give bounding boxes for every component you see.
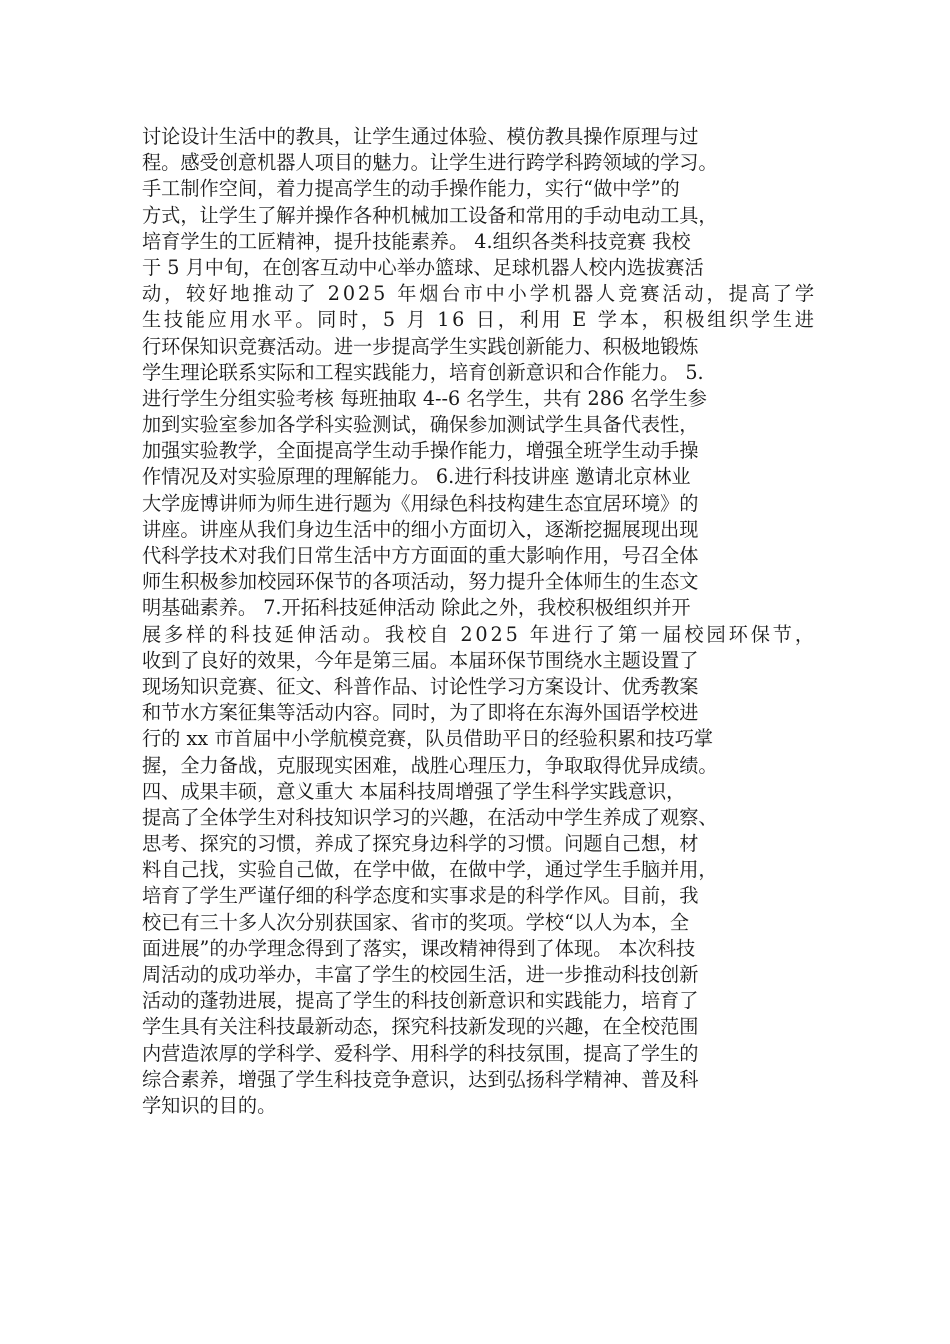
text-line: 加强实验教学，全面提高学生动手操作能力，增强全班学生动手操 <box>142 439 699 463</box>
text-line: 收到了良好的效果，今年是第三届。本届环保节围绕水主题设置了 <box>142 648 699 672</box>
text-line: 讲座。讲座从我们身边生活中的细小方面切入，逐渐挖掘展现出现 <box>142 517 699 541</box>
text-line: 代科学技术对我们日常生活中方方面面的重大影响作用，号召全体 <box>142 544 699 567</box>
text-line: 校已有三十多人次分别获国家、省市的奖项。学校“以人为本，全 <box>142 910 690 934</box>
text-line: 作情况及对实验原理的理解能力。 6.进行科技讲座 邀请北京林业 <box>142 465 691 489</box>
text-line: 展多样的科技延伸活动。我校自 2025 年进行了第一届校园环保节， <box>142 622 817 646</box>
text-line: 提高了全体学生对科技知识学习的兴趣，在活动中学生养成了观察、 <box>142 805 718 829</box>
text-line: 学知识的目的。 <box>142 1093 277 1117</box>
text-line: 加到实验室参加各学科实验测试，确保参加测试学生具备代表性， <box>142 413 699 437</box>
text-line: 行的 xx 市首届中小学航模竞赛，队员借助平日的经验积累和技巧掌 <box>142 727 714 751</box>
body-text <box>142 124 817 1119</box>
text-line: 程。感受创意机器人项目的魅力。让学生进行跨学科跨领域的学习。 <box>142 151 718 175</box>
text-line: 明基础素养。 7.开拓科技延伸活动 除此之外，我校积极组织并开 <box>142 596 691 620</box>
text-line: 四、成果丰硕，意义重大 本届科技周增强了学生科学实践意识， <box>142 779 686 803</box>
text-line: 活动的蓬勃进展，提高了学生的科技创新意识和实践能力，培育了 <box>142 989 699 1013</box>
text-line: 行环保知识竞赛活动。进一步提高学生实践创新能力、积极地锻炼 <box>142 334 699 358</box>
text-line: 握，全力备战，克服现实困难，战胜心理压力，争取取得优异成绩。 <box>142 753 718 777</box>
text-line: 面进展”的办学理念得到了落实，课改精神得到了体现。 本次科技 <box>142 936 696 960</box>
text-line: 于 5 月中旬，在创客互动中心举办篮球、足球机器人校内选拔赛活 <box>142 255 704 279</box>
text-line: 培育学生的工匠精神，提升技能素养。 4.组织各类科技竞赛 我校 <box>142 229 691 253</box>
text-line: 大学庞博讲师为师生进行题为《用绿色科技构建生态宜居环境》的 <box>142 491 699 515</box>
text-line: 内营造浓厚的学科学、爱科学、用科学的科技氛围，提高了学生的 <box>142 1041 699 1065</box>
text-line: 动，较好地推动了 2025 年烟台市中小学机器人竞赛活动，提高了学 <box>142 282 817 306</box>
text-line: 料自己找，实验自己做，在学中做，在做中学，通过学生手脑并用， <box>142 858 718 882</box>
text-line: 师生积极参加校园环保节的各项活动，努力提升全体师生的生态文 <box>142 570 699 594</box>
text-line: 周活动的成功举办，丰富了学生的校园生活，进一步推动科技创新 <box>142 963 699 986</box>
text-line: 现场知识竞赛、征文、科普作品、讨论性学习方案设计、优秀教案 <box>142 674 699 698</box>
text-line: 进行学生分组实验考核 每班抽取 4--6 名学生，共有 286 名学生参 <box>142 386 707 410</box>
text-line: 思考、探究的习惯，养成了探究身边科学的习惯。问题自己想，材 <box>142 832 699 856</box>
text-line: 方式，让学生了解并操作各种机械加工设备和常用的手动电动工具， <box>142 203 718 227</box>
text-line: 学生理论联系实际和工程实践能力，培育创新意识和合作能力。 5. <box>142 360 704 384</box>
text-line: 学生具有关注科技最新动态，探究科技新发现的兴趣，在全校范围 <box>142 1015 699 1039</box>
text-line: 手工制作空间，着力提高学生的动手操作能力，实行“做中学”的 <box>142 177 680 201</box>
text-line: 综合素养，增强了学生科技竞争意识，达到弘扬科学精神、普及科 <box>142 1067 699 1091</box>
text-line: 和节水方案征集等活动内容。同时，为了即将在东海外国语学校进 <box>142 701 699 725</box>
text-line: 讨论设计生活中的教具，让学生通过体验、模仿教具操作原理与过 <box>142 125 699 148</box>
text-line: 培育了学生严谨仔细的科学态度和实事求是的科学作风。目前，我 <box>142 884 699 908</box>
text-line: 生技能应用水平。同时，5 月 16 日，利用 E 学本，积极组织学生进 <box>142 308 817 332</box>
